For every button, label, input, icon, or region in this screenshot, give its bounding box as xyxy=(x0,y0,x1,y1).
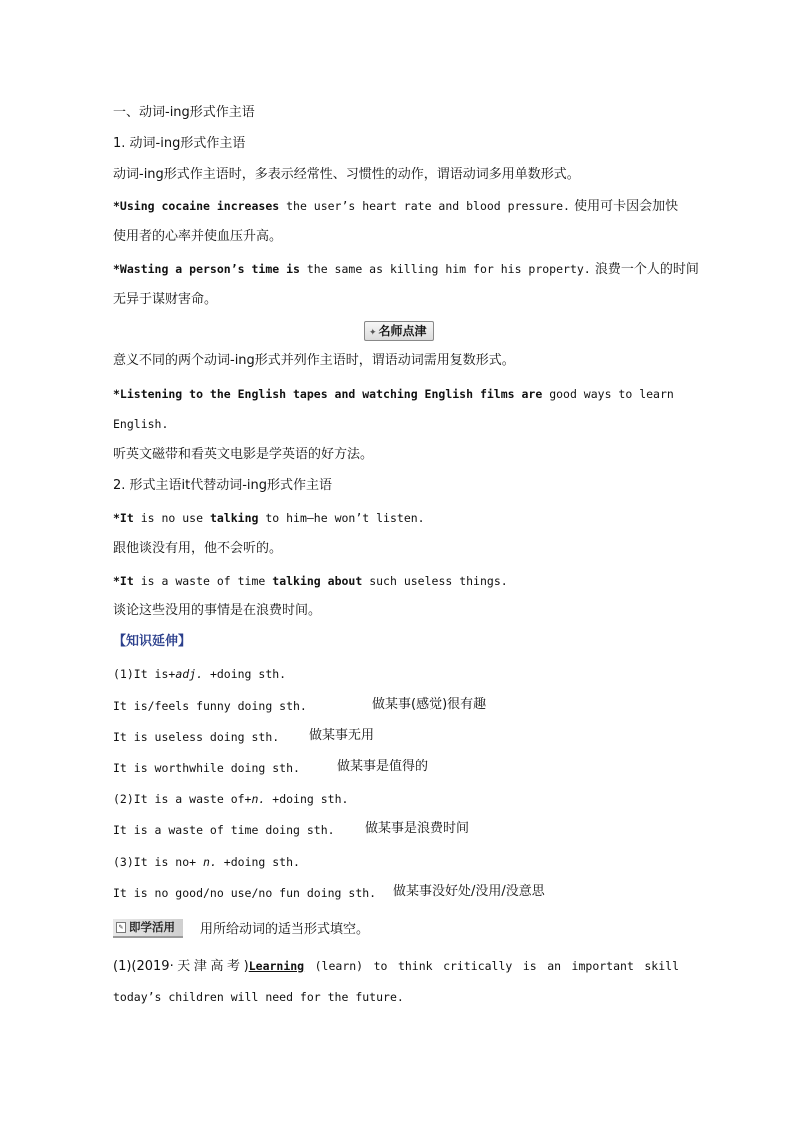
question-1-cont: today’s children will need for the future. xyxy=(113,990,404,1004)
bracket-close: 】 xyxy=(178,634,192,649)
subheading-2: 2. 形式主语it代替动词-ing形式作主语 xyxy=(113,478,333,493)
pattern-2a-zh: 做某事是浪费时间 xyxy=(365,821,470,836)
example-4-bold-it: *It xyxy=(113,511,134,525)
paragraph-2: 意义不同的两个动词-ing形式并列作主语时，谓语动词需用复数形式。 xyxy=(113,353,515,368)
pattern-1 xyxy=(113,665,286,683)
subheading-1: 1. 动词-ing形式作主语 xyxy=(113,136,246,151)
example-4-text-1: is no use xyxy=(133,511,210,525)
example-1 xyxy=(113,197,678,216)
pattern-3a-zh: 做某事没好处/没用/没意思 xyxy=(393,884,545,899)
section-heading: 一、动词-ing形式作主语 xyxy=(113,105,255,120)
pattern-1-adj: adj. xyxy=(175,667,204,681)
pattern-1-a: (1)It is+ xyxy=(113,667,176,681)
pattern-1-b: +doing sth. xyxy=(203,667,287,681)
knowledge-extension-label: 知识延伸 xyxy=(126,634,179,649)
example-2 xyxy=(113,260,699,279)
pattern-1c-zh: 做某事是值得的 xyxy=(337,759,429,774)
pattern-3-a: (3)It is no+ xyxy=(113,855,204,869)
bracket-open: 【 xyxy=(113,634,127,649)
pattern-3 xyxy=(113,853,300,871)
example-2-translation-cont: 无异于谋财害命。 xyxy=(113,292,218,307)
pattern-2a-en: It is a waste of time doing sth. xyxy=(113,823,335,837)
example-2-bold: *Wasting a person’s time is xyxy=(113,262,300,276)
pattern-2 xyxy=(113,790,348,808)
practice-badge-icon: ✎ xyxy=(116,922,126,933)
pattern-1c-en: It is worthwhile doing sth. xyxy=(113,761,300,775)
example-5 xyxy=(113,572,508,590)
pattern-2-b: +doing sth. xyxy=(265,792,349,806)
badge-label: 名师点津 xyxy=(378,324,427,338)
practice-instruction: 用所给动词的适当形式填空。 xyxy=(200,922,370,937)
example-3-cont: English. xyxy=(113,417,169,431)
pattern-3-n: n. xyxy=(203,855,217,869)
example-2-text: the same as killing him for his property. xyxy=(299,262,591,276)
question-1-answer: Learning xyxy=(248,959,305,973)
pattern-3-b: +doing sth. xyxy=(216,855,300,869)
practice-badge xyxy=(113,919,183,938)
pattern-1a-en: It is/feels funny doing sth. xyxy=(113,699,307,713)
pattern-1b-en: It is useless doing sth. xyxy=(113,730,280,744)
pattern-3a-en: It is no good/no use/no fun doing sth. xyxy=(113,886,377,900)
question-1 xyxy=(113,957,679,976)
example-3-bold: *Listening to the English tapes and watching English films are xyxy=(113,387,543,401)
example-4-bold-verb: talking xyxy=(209,511,259,525)
example-3-text: good ways to learn xyxy=(542,387,674,401)
example-1-bold: *Using cocaine increases xyxy=(113,199,280,213)
example-4-text-2: to him—he won’t listen. xyxy=(258,511,425,525)
example-2-translation: 浪费一个人的时间 xyxy=(590,262,699,277)
question-1-text: (learn) to think critically is an important skill xyxy=(304,959,679,973)
example-3-translation: 听英文磁带和看英文电影是学英语的好方法。 xyxy=(113,447,374,462)
pattern-2-n: n. xyxy=(251,792,266,806)
example-5-translation: 谈论这些没用的事情是在浪费时间。 xyxy=(113,603,322,618)
badge-star-icon: ✦ xyxy=(369,328,377,338)
example-5-bold-it: *It xyxy=(113,574,134,588)
example-5-bold-verb: talking about xyxy=(272,574,363,588)
example-3 xyxy=(113,385,674,403)
question-1-source: (1)(2019·天津高考) xyxy=(113,959,249,974)
example-1-text: the user’s heart rate and blood pressure. xyxy=(279,199,570,213)
knowledge-extension-heading xyxy=(113,633,191,651)
example-5-text-1: is a waste of time xyxy=(133,574,273,588)
example-4-translation: 跟他谈没有用，他不会听的。 xyxy=(113,541,283,556)
example-1-translation-cont: 使用者的心率并使血压升高。 xyxy=(113,229,283,244)
pattern-1b-zh: 做某事无用 xyxy=(309,728,375,743)
pattern-1a-zh: 做某事(感觉)很有趣 xyxy=(372,697,487,712)
example-5-text-2: such useless things. xyxy=(362,574,508,588)
example-4 xyxy=(113,509,425,527)
practice-badge-label: 即学活用 xyxy=(129,920,175,934)
example-1-translation: 使用可卡因会加快 xyxy=(569,199,679,214)
teacher-tip-badge xyxy=(364,321,434,341)
paragraph-1: 动词-ing形式作主语时，多表示经常性、习惯性的动作，谓语动词多用单数形式。 xyxy=(113,167,580,182)
pattern-2-a: (2)It is a waste of+ xyxy=(113,792,252,806)
